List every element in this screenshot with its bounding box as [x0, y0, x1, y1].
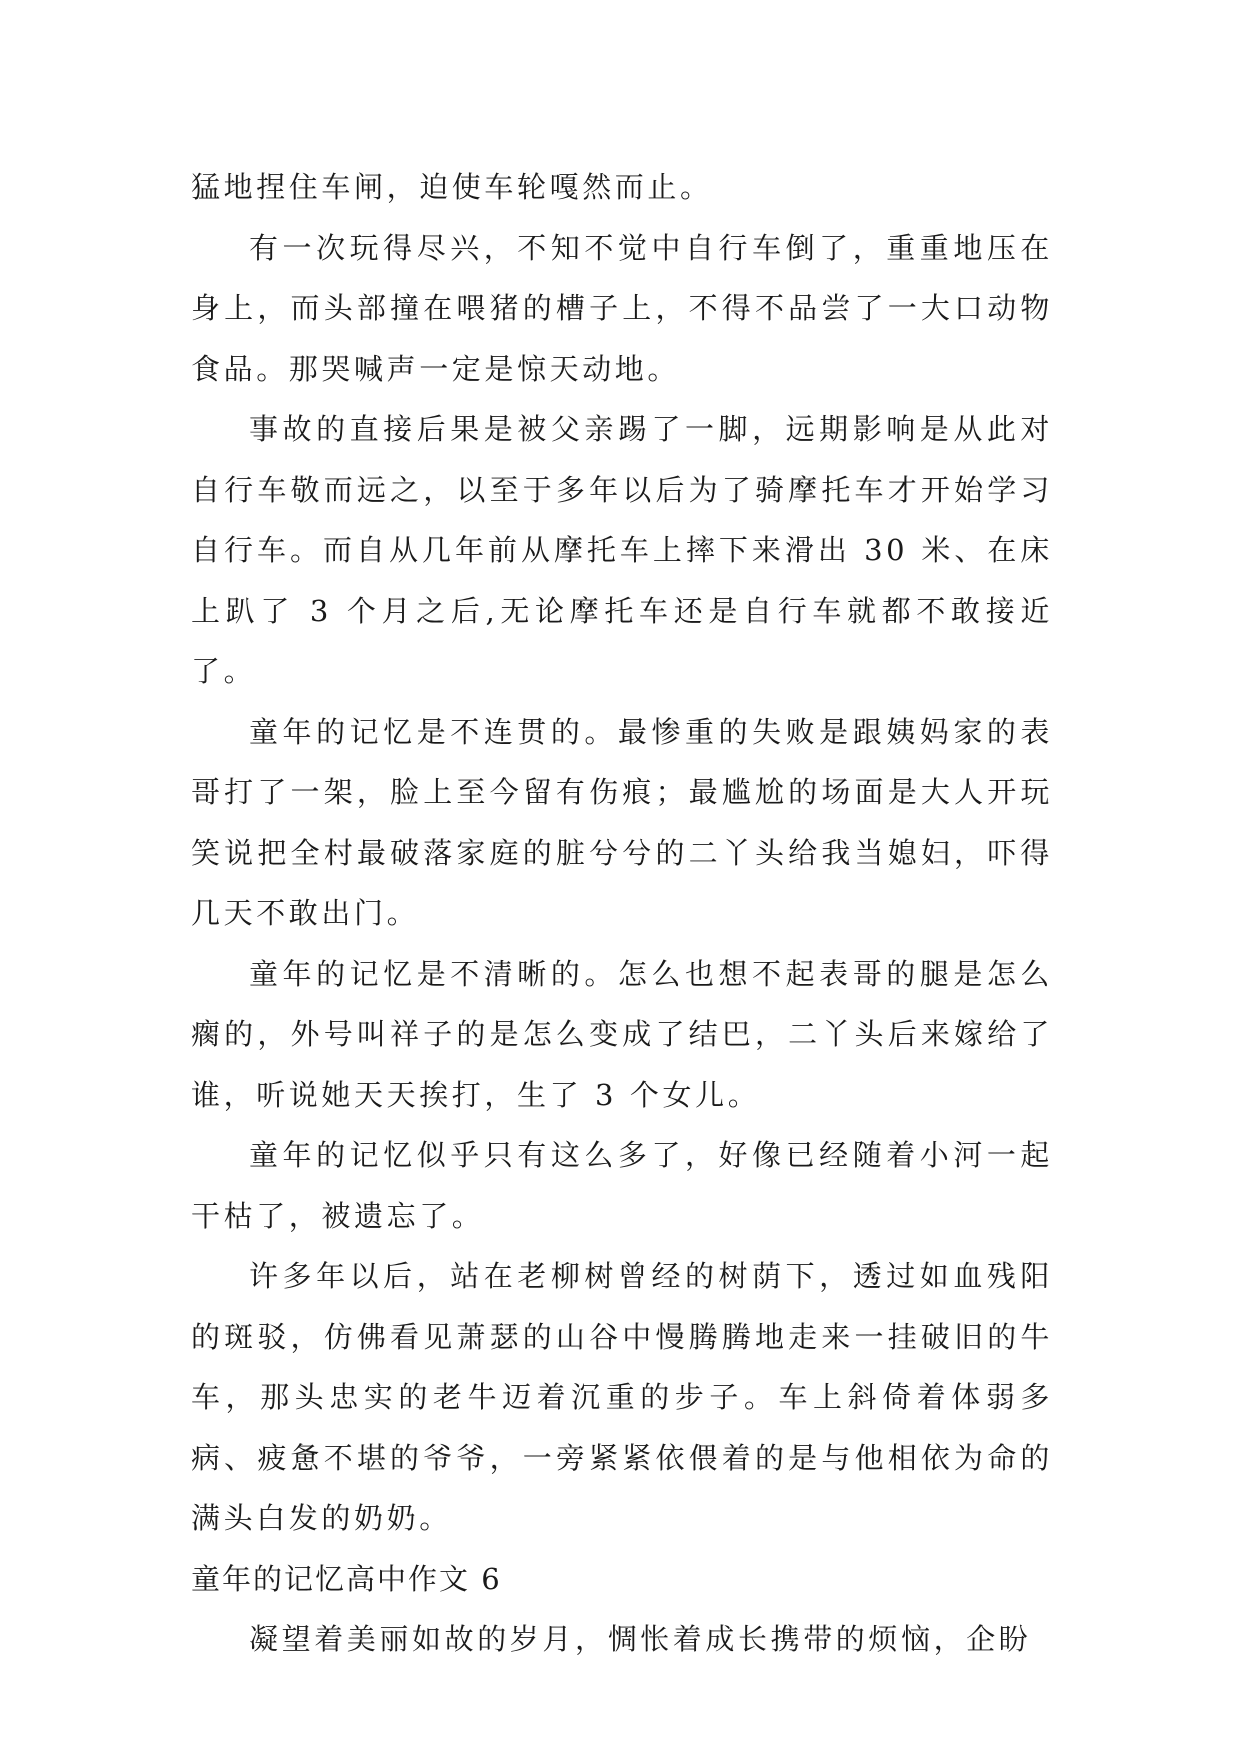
- paragraph-bicycle-accident: 有一次玩得尽兴，不知不觉中自行车倒了，重重地压在身上，而头部撞在喂猪的槽子上，不得不品尝了一大口动物食品。那哭喊声一定是惊天动地。: [191, 230, 1053, 386]
- paragraph-years-later: 许多年以后，站在老柳树曾经的树荫下，透过如血残阳的斑驳，仿佛看见萧瑟的山谷中慢腾腾地走来一挂破旧的牛车，那头忠实的老牛迈着沉重的步子。车上斜倚着体弱多病、疲惫不堪的爷爷，一旁紧紧依偎着的是与他相依为命的满头白发的奶奶。: [191, 1259, 1053, 1535]
- paragraph-final: 凝望着美丽如故的岁月，惆怅着成长携带的烦恼，企盼: [249, 1622, 1032, 1656]
- paragraph-memory-faded: 童年的记忆似乎只有这么多了，好像已经随着小河一起干枯了，被遗忘了。: [191, 1138, 1053, 1233]
- section-heading: 童年的记忆高中作文 6: [191, 1561, 502, 1596]
- paragraph-continuation: 猛地捏住车闸，迫使车轮嘎然而止。: [191, 170, 713, 204]
- document-body: [191, 157, 1053, 1670]
- paragraph-memory-incoherent: 童年的记忆是不连贯的。最惨重的失败是跟姨妈家的表哥打了一架，脸上至今留有伤痕；最尴尬的场面是大人开玩笑说把全村最破落家庭的脏兮兮的二丫头给我当媳妇，吓得几天不敢出门。: [191, 714, 1053, 930]
- paragraph-accident-consequence: 事故的直接后果是被父亲踢了一脚，远期影响是从此对自行车敬而远之，以至于多年以后为了骑摩托车才开始学习自行车。而自从几年前从摩托车上摔下来滑出 30 米、在床上趴了 3 个月之后,无论摩托车还是自行车就都不敢接近了。: [191, 412, 1053, 688]
- paragraph-memory-unclear: 童年的记忆是不清晰的。怎么也想不起表哥的腿是怎么瘸的，外号叫祥子的是怎么变成了结巴，二丫头后来嫁给了谁，听说她天天挨打，生了 3 个女儿。: [191, 956, 1053, 1112]
